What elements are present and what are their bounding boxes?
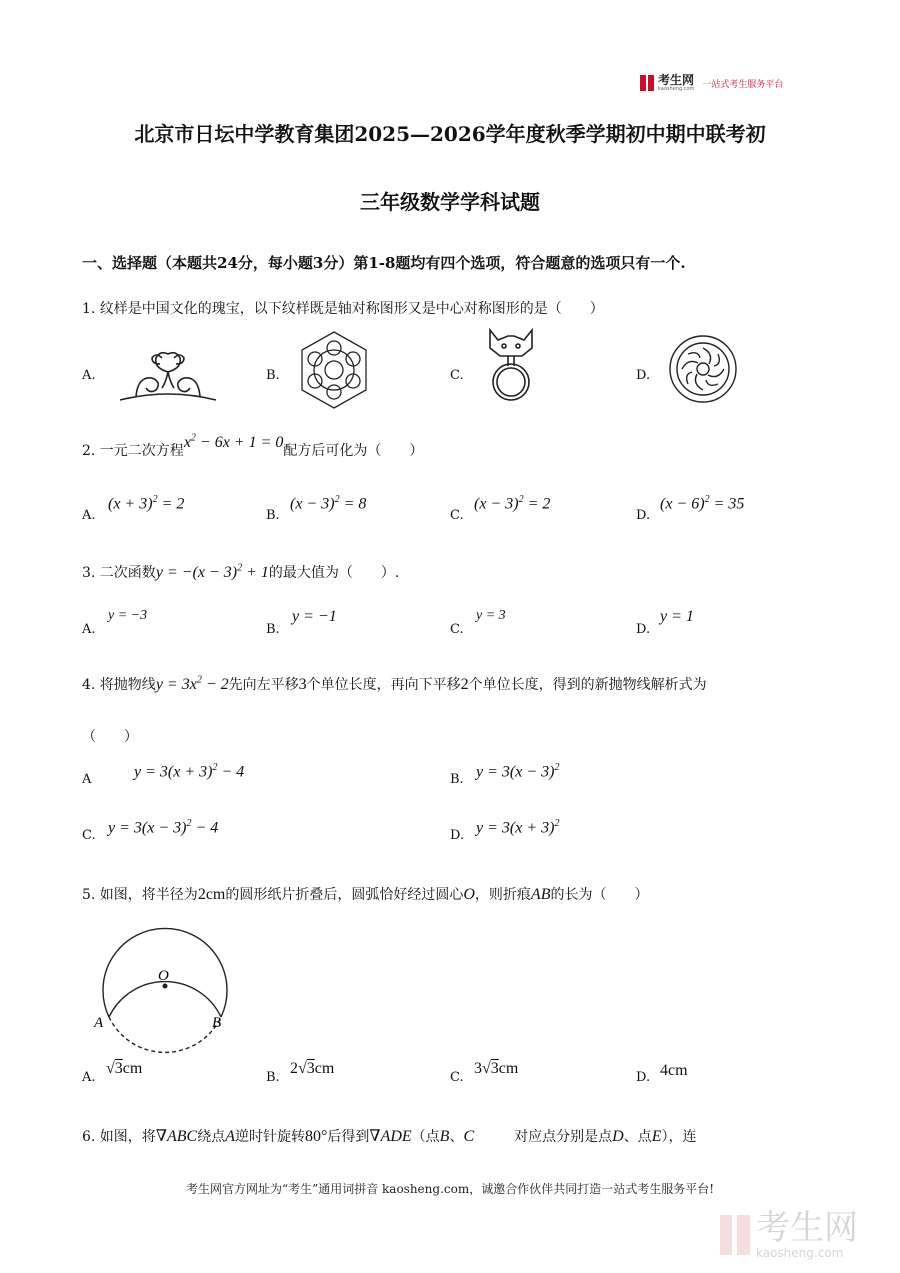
q5-option-b[interactable]: 2√3cm	[290, 1060, 335, 1077]
q5-mid2: ，则折痕	[474, 887, 531, 903]
q4-equation: $y = 3x^2 - 2$	[155, 674, 229, 693]
q5-mid: 的圆形纸片折叠后，圆弧恰好经过圆心	[225, 887, 464, 903]
q2-option-c-label: C.	[450, 508, 464, 523]
q5-label-o: O	[158, 968, 169, 984]
q2-prefix: 2. 一元二次方程	[82, 443, 184, 459]
q3-option-a-label: A.	[82, 622, 96, 637]
q1-option-d-label: D.	[636, 368, 651, 383]
q1-option-b-label: B.	[266, 368, 280, 383]
q2-option-c[interactable]: $(x - 3)^2 = 2$	[474, 494, 551, 513]
q1-option-a-label: A.	[82, 368, 96, 383]
kaosheng-logo-icon	[640, 75, 654, 91]
brand-header	[640, 74, 783, 92]
brand-slogan: 一站式考生服务平台	[702, 79, 784, 90]
q4-option-c[interactable]: $y = 3(x - 3)^2 - 4$	[108, 818, 219, 837]
q5-label-a: A	[94, 1015, 104, 1031]
q4-mid1: 先向左平移	[228, 677, 299, 693]
q3-suffix: 的最大值为（ ）.	[268, 565, 400, 581]
q1-option-b-pattern-icon	[298, 330, 370, 410]
q4-option-b[interactable]: $y = 3(x - 3)^2$	[476, 762, 560, 781]
q5-center: O	[463, 886, 475, 903]
question-4	[82, 674, 707, 694]
q4-option-c-label: C.	[82, 828, 96, 843]
q4-prefix: 4. 将抛物线	[82, 677, 156, 693]
question-6: 6. 如图，将∇ABC绕点A逆时针旋转80°后得到∇ADE（点B、C 对应点分别是点D、点E），连	[82, 1128, 697, 1145]
q1-option-c-pattern-icon	[484, 326, 538, 404]
watermark	[720, 1210, 858, 1260]
footer-note: 考生网官方网址为“考生”通用词拼音 kaosheng.com，诚邀合作伙伴共同打造一站式考生服务平台!	[185, 1182, 715, 1196]
q1-option-a-pattern-icon	[116, 342, 220, 406]
q4-mid2: 个单位长度，再向下平移	[306, 677, 461, 693]
q2-option-d[interactable]: $(x - 6)^2 = 35$	[660, 494, 745, 513]
q2-option-d-label: D.	[636, 508, 651, 523]
q5-radius: 2cm	[197, 886, 226, 903]
q5-chord: AB	[530, 886, 551, 903]
q4-n1: 3	[298, 676, 307, 693]
q3-option-d-label: D.	[636, 622, 651, 637]
q3-option-c-label: C.	[450, 622, 464, 637]
q3-option-b[interactable]: y = −1	[292, 608, 337, 625]
q6-triangle-ade: ∇ADE	[369, 1128, 412, 1145]
q5-option-d-label: D.	[636, 1070, 651, 1085]
q2-option-a-label: A.	[82, 508, 96, 523]
q4-option-d-label: D.	[450, 828, 465, 843]
q3-prefix: 3. 二次函数	[82, 565, 156, 581]
q5-suffix: 的长为（ ）	[550, 887, 649, 903]
q3-option-c[interactable]: y = 3	[476, 608, 506, 623]
q5-label-b: B	[212, 1015, 222, 1031]
section-heading: 一、选择题（本题共24分，每小题3分）第1-8题均有四个选项，符合题意的选项只有一个.	[82, 254, 686, 272]
q5-folded-circle-figure	[90, 924, 240, 1054]
brand-text	[658, 74, 694, 92]
q2-option-a[interactable]: $(x + 3)^2 = 2$	[108, 494, 185, 513]
q1-option-d-pattern-icon	[668, 334, 738, 404]
q4-n2: 2	[460, 676, 469, 693]
q5-option-c-label: C.	[450, 1070, 464, 1085]
q5-option-d[interactable]: 4cm	[660, 1062, 688, 1079]
brand-name: 考生网	[658, 73, 695, 87]
question-5	[82, 884, 648, 904]
q3-option-a[interactable]: y = −3	[108, 608, 148, 623]
watermark-domain: kaosheng.com	[756, 1246, 844, 1260]
q2-option-b-label: B.	[266, 508, 280, 523]
exam-title-line2: 三年级数学学科试题	[360, 190, 540, 214]
q2-suffix: 配方后可化为（ ）	[283, 443, 424, 459]
q4-paren: （ ）	[82, 729, 138, 745]
q6-angle: 80°	[304, 1128, 328, 1145]
q3-option-d[interactable]: y = 1	[660, 608, 694, 625]
watermark-logo-icon	[720, 1215, 750, 1255]
q2-option-b[interactable]: $(x - 3)^2 = 8$	[290, 494, 367, 513]
q6-triangle-abc: ∇ABC	[155, 1128, 198, 1145]
q5-option-a-label: A.	[82, 1070, 96, 1085]
q5-option-c[interactable]: 3√3cm	[474, 1060, 519, 1077]
q3-equation: $y = -(x - 3)^2 + 1$	[155, 562, 269, 581]
q2-equation: $x^2 - 6x + 1 = 0$	[183, 432, 284, 451]
question-3	[82, 562, 399, 582]
exam-title-line1: 北京市日坛中学教育集团2025—2026学年度秋季学期初中期中联考初	[134, 122, 766, 146]
q4-option-a[interactable]: $y = 3(x + 3)^2 - 4$	[134, 762, 245, 781]
q4-option-b-label: B.	[450, 772, 464, 787]
q5-prefix: 5. 如图，将半径为	[82, 887, 198, 903]
question-1-text: 1. 纹样是中国文化的瑰宝，以下纹样既是轴对称图形又是中心对称图形的是（ ）	[82, 301, 604, 317]
q3-option-b-label: B.	[266, 622, 280, 637]
brand-domain: kaosheng.com	[658, 86, 695, 92]
q5-option-a[interactable]: √3cm	[106, 1060, 143, 1077]
q4-mid3: 个单位长度，得到的新抛物线解析式为	[468, 677, 707, 693]
q4-option-d[interactable]: $y = 3(x + 3)^2$	[476, 818, 560, 837]
q4-option-a-label: A	[82, 772, 92, 787]
question-2	[82, 432, 424, 460]
watermark-text	[756, 1210, 858, 1260]
watermark-name: 考生网	[756, 1208, 858, 1248]
q1-option-c-label: C.	[450, 368, 464, 383]
q5-option-b-label: B.	[266, 1070, 280, 1085]
